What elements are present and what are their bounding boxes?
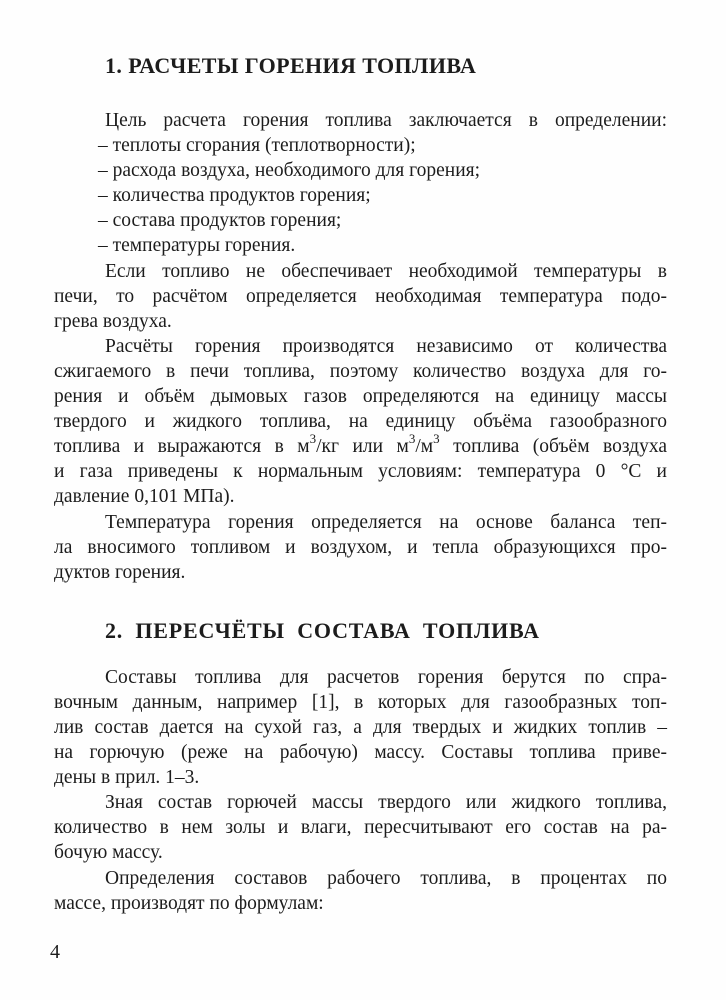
- list-item: – расхода воздуха, необходимого для горения;: [98, 160, 481, 182]
- text-line: Цель расчета горения топлива заключается в определении:: [105, 110, 667, 131]
- superscript: 3: [309, 430, 317, 446]
- list-item: – теплоты сгорания (теплотворности);: [98, 135, 416, 157]
- page-number: 4: [50, 941, 60, 963]
- text-line: бочую массу.: [54, 842, 163, 864]
- text-line: массе, производят по формулам:: [54, 892, 324, 914]
- list-item: – температуры горения.: [98, 235, 296, 257]
- text-line: и газа приведены к нормальным условиям: температура 0 °С и: [54, 461, 667, 483]
- text-line: количество в нем золы и влаги, пересчитывают его состав на ра-: [54, 817, 667, 839]
- paragraph: [54, 790, 667, 865]
- text-line: сжигаемого в печи топлива, поэтому количество воздуха для го-: [54, 360, 667, 382]
- text-line: твердого и жидкого топлива, на единицу объёма газообразного: [54, 411, 667, 433]
- text-line: рения и объём дымовых газов определяются на единицу массы: [54, 386, 667, 408]
- text-line: Температура горения определяется на основе баланса теп-: [105, 511, 667, 533]
- text-line: на горючую (реже на рабочую) массу. Составы топлива приве-: [54, 742, 667, 764]
- text-line: Определения составов рабочего топлива, в процентах по: [105, 867, 667, 889]
- bullet-list: [54, 133, 667, 258]
- text-line: Зная состав горючей массы твердого или жидкого топлива,: [105, 792, 667, 814]
- document-content: [54, 52, 667, 916]
- paragraph: [54, 334, 667, 510]
- text-line: Составы топлива для расчетов горения берутся по спра-: [105, 666, 667, 688]
- paragraph: [54, 665, 667, 790]
- text-line: давление 0,101 МПа).: [54, 486, 235, 508]
- list-item: – количества продуктов горения;: [98, 185, 371, 207]
- text-line: грева воздуха.: [54, 310, 172, 332]
- text-line: Расчёты горения производятся независимо от количества: [105, 335, 667, 357]
- text-line: топлива и выражаются в $м^3/кг$ или $м^3/м^3$ топлива (объём воздуха: [54, 430, 667, 458]
- text-line: дены в прил. 1–3.: [54, 767, 200, 789]
- superscript: 3: [408, 430, 416, 446]
- text-line: лив состав дается на сухой газ, а для твердых и жидких топлив –: [54, 716, 667, 738]
- text-line: Если топливо не обеспечивает необходимой температуры в: [105, 260, 667, 282]
- superscript: 3: [433, 430, 440, 446]
- text-line: дуктов горения.: [54, 561, 186, 583]
- text-line: печи, то расчётом определяется необходимая температура подо-: [54, 285, 667, 307]
- section-heading: 2. ПЕРЕСЧЁТЫ СОСТАВА ТОПЛИВА: [105, 617, 540, 643]
- paragraph: [54, 866, 667, 916]
- section-heading: 1. РАСЧЕТЫ ГОРЕНИЯ ТОПЛИВА: [105, 53, 477, 78]
- paragraph: [54, 259, 667, 334]
- text-line: ла вносимого топливом и воздухом, и тепла образующихся про-: [54, 536, 667, 558]
- paragraph: [54, 510, 667, 585]
- text-line: вочным данным, например [1], в которых для газообразных топ-: [54, 691, 667, 713]
- list-item: – состава продуктов горения;: [98, 210, 342, 232]
- paragraph: [54, 108, 667, 133]
